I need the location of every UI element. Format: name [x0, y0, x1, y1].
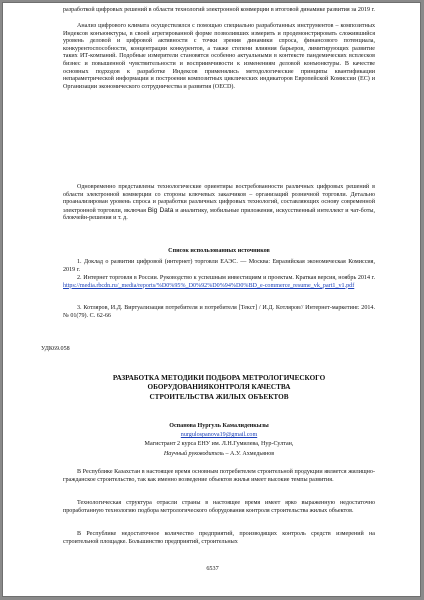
paragraph-continuation: разработкой цифровых решений в области технологий электронной коммерции в итоговой динамике развития за 2019 г.	[63, 7, 375, 13]
author-name: Оспанова Нургуль Камалиденкызы	[169, 423, 269, 429]
udk-code: УДК69.058	[41, 346, 70, 352]
body-paragraph-2: Технологическая структура отрасли страны в настоящее время имеет ярко выраженную недостаточно проработанную технологию подбора метрологического оборудования контроля строительства жилых объектов.	[63, 500, 375, 514]
source-2: 2. Интернет торговля в России. Руководство к успешным инвестициям и проектам. Краткая версия, ноябрь 2014 г. https://media.rbcdn.ru/_media/reports/%D0%95%_D0%92%D0%94%D0%BD_e-commerce_resume_vk_part1_v1.pdf	[63, 275, 375, 289]
supervisor-line: Научный руководитель – А.У. Ахмедьянов	[163, 451, 275, 457]
body-paragraph-1: В Республике Казахстан в настоящее время основным потребителем строительной продукции является жилищно-гражданское строительство, так как именно возведение объектов жилья имеет высокие темпы развития.	[63, 469, 375, 483]
author-email: nurgulospanova19@gmail.com	[180, 432, 258, 438]
document-page	[2, 2, 421, 597]
source-1: 1. Доклад о развитии цифровой (интернет) торговли ЕАЭС. — Москва: Евразийская экономическая Комиссия, 2019 г.	[63, 259, 375, 273]
author-affiliation: Магистрант 2 курса ЕНУ им. Л.Н.Гумилева, Нур-Султан,	[144, 441, 294, 447]
big-data-term: Big Data	[147, 206, 174, 214]
article-title: РАЗРАБОТКА МЕТОДИКИ ПОДБОРА МЕТРОЛОГИЧЕСКОГО ОБОРУДОВАНИЯКОНТРОЛЯ КАЧЕСТВА СТРОИТЕЛЬСТВА ЖИЛЫХ ОБЪЕКТОВ	[112, 374, 326, 401]
page-number: 6537	[206, 565, 219, 572]
source-3: 3. Котляров, И.Д. Виртуализация потребителя и потребителя [Текст] / И.Д. Котляров// Интернет-маркетинг. 2014. № 01(79). С. 62-66	[63, 305, 375, 319]
paragraph-technology: Одновременно представлены технологические ориентиры востребованности различных цифровых решений в области электронной коммерции со стороны ключевых заказчиков – организаций розничной торговли. Детально проанализирован уровень спроса и разработки различных цифровых технологий, составляющих основу современной электронной торговли, включая Big Data и аналитику, мобильные приложения, искусственный интеллект и чат-боты, блокчейн-решения и т. д.	[63, 184, 375, 222]
body-paragraph-3: В Республике недостаточное количество предприятий, производящих контроль средств измерений на строительной площадке. Большинство предприятий, строительных	[63, 531, 375, 545]
paragraph-analysis: Анализ цифрового климата осуществлялся с помощью специально разработанных инструментов – композитных Индексов конъюнктуры, в своей агрегированной форме позволивших измерить и продемонстрировать сложившийся уровень деловой и цифровой активности с точки зрения динамики спроса, финансового потенциала, конкурентоспособности, концентрации конкурентов, а также степени влияния барьеров, лимитирующих развитие таких ИТ-компаний. Подобные измерители становятся особенно актуальными в контексте пандемических всплесков бизнес и повышенной чувствительности и восприимчивости к изменениям деловой конъюнктуры. В качестве основных подходов к разработке Индексов применялись методологические принципы квантификации непараметрической информации и построения композитных циклических индикаторов Европейской Комиссии (ЕС) и Организации экономического сотрудничества и развития (OECD).	[63, 23, 375, 90]
sources-heading: Список использованных источников	[168, 248, 270, 254]
source-2-link[interactable]: https://media.rbcdn.ru/_media/reports/%D0%95%_D0%92%D0%94%D0%BD_e-commerce_resume_vk_part1_v1.pdf	[63, 282, 355, 289]
